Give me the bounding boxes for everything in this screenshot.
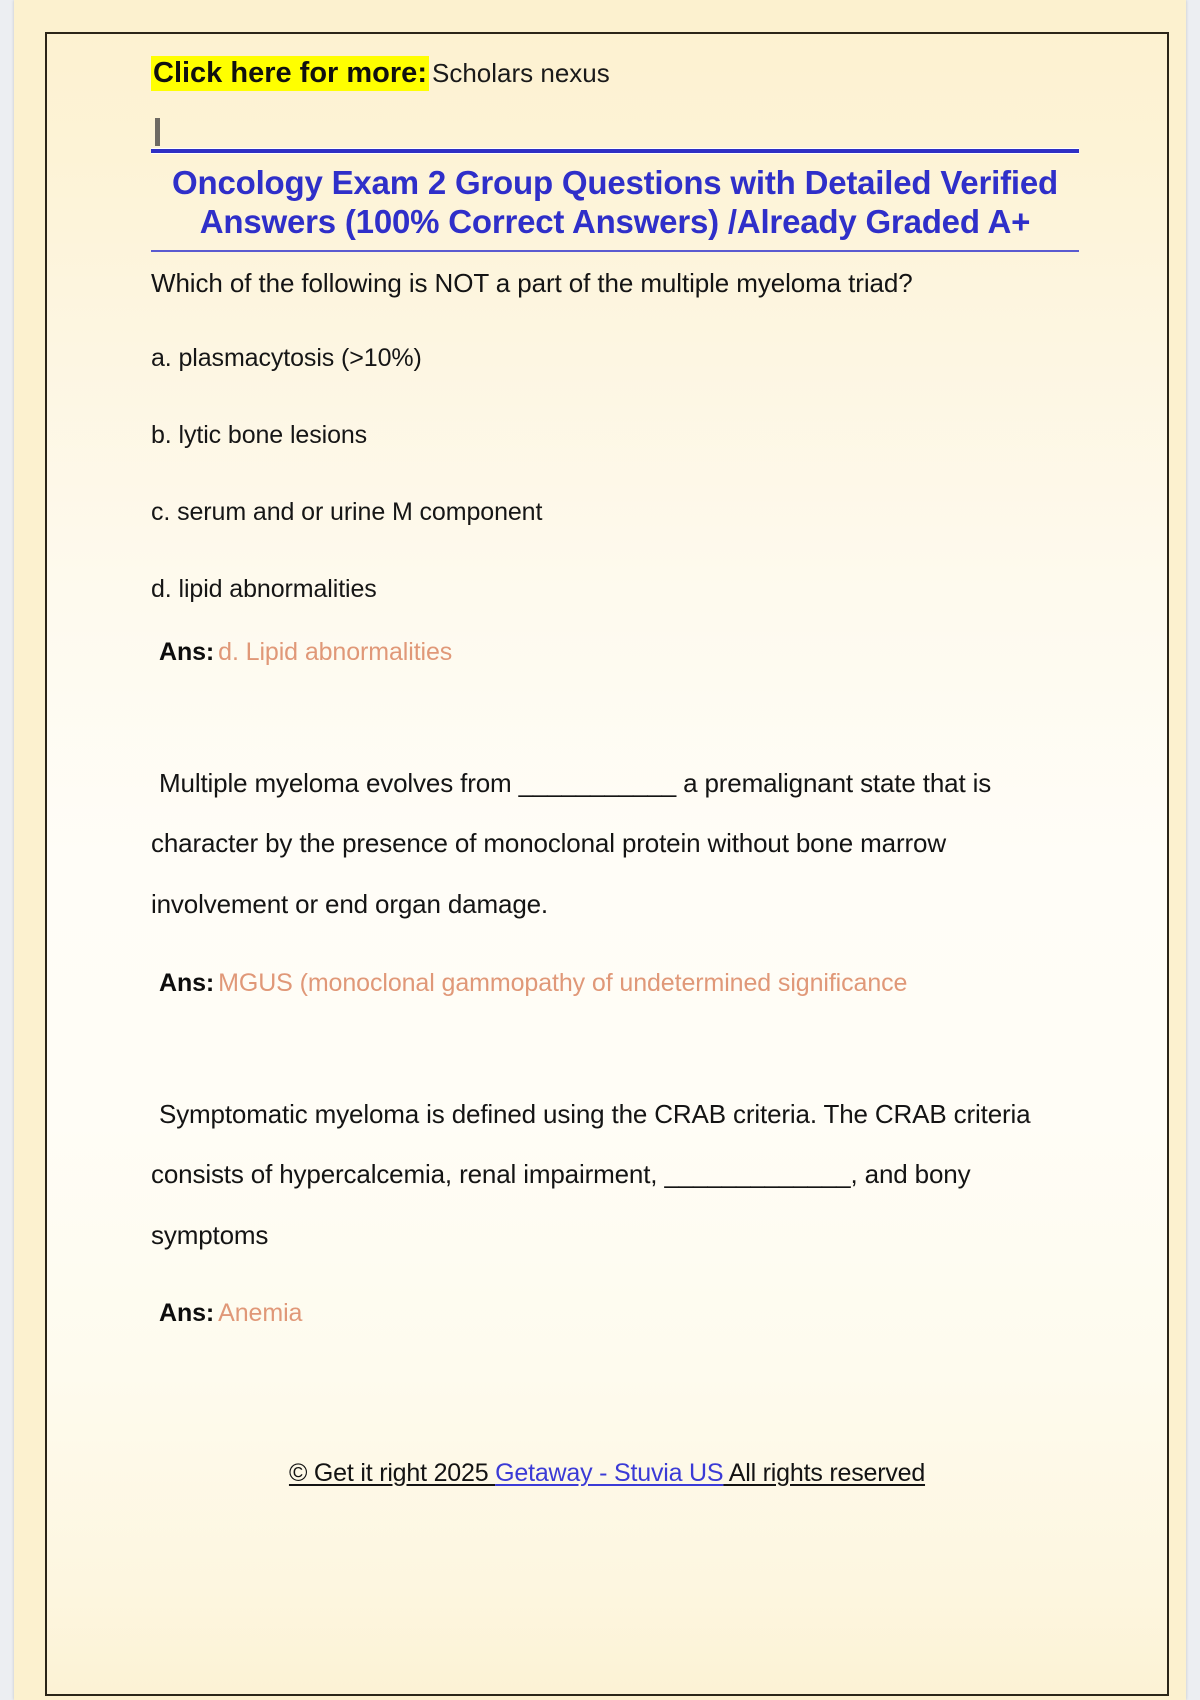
answer-label: Ans: <box>159 968 215 997</box>
question-2-answer <box>151 969 1079 998</box>
footer-copyright <box>47 1459 1167 1488</box>
footer-prefix: © Get it right 2025 <box>288 1459 496 1487</box>
answer-value: d. Lipid abnormalities <box>218 637 453 666</box>
document-page <box>14 0 1186 1700</box>
text-caret-row <box>151 96 1079 148</box>
section-gap <box>151 667 1079 753</box>
question-2-prompt-line-2: character by the presence of monoclonal protein without bone marrow <box>151 828 946 859</box>
answer-value: Anemia <box>218 1299 303 1328</box>
page-content-frame <box>45 32 1169 1696</box>
promo-header-highlight[interactable]: Click here for more: <box>153 57 427 89</box>
question-1-prompt: Which of the following is NOT a part of the multiple myeloma triad? <box>151 267 913 298</box>
footer-suffix: All rights reserved <box>723 1459 926 1487</box>
question-1-option-b: b. lytic bone lesions <box>151 420 368 449</box>
section-gap <box>151 998 1079 1084</box>
question-3-prompt-line-2: consists of hypercalcemia, renal impairment, _____________, and bony <box>151 1159 971 1190</box>
question-1-option-d: d. lipid abnormalities <box>151 574 377 603</box>
answer-label: Ans: <box>159 1299 215 1328</box>
question-3-answer <box>151 1299 1079 1328</box>
question-1-answer <box>151 638 1079 667</box>
page-title: Oncology Exam 2 Group Questions with Detailed Verified Answers (100% Correct Answers) /Already Graded A+ <box>172 163 1058 240</box>
document-body <box>151 58 1079 1328</box>
promo-header <box>151 58 1079 90</box>
question-3-prompt-line-3: symptoms <box>151 1219 269 1250</box>
question-2-prompt-line-3: involvement or end organ damage. <box>151 888 549 919</box>
question-1-option-c: c. serum and or urine M component <box>151 497 543 526</box>
answer-value: MGUS (monoclonal gammopathy of undetermined significance <box>218 968 908 997</box>
promo-header-suffix: Scholars nexus <box>431 58 610 88</box>
title-rule-bottom <box>151 250 1079 252</box>
answer-label: Ans: <box>159 637 215 666</box>
footer-link[interactable]: Getaway - Stuvia US <box>495 1459 724 1487</box>
question-3-prompt-line-1: Symptomatic myeloma is defined using the CRAB criteria. The CRAB criteria <box>159 1098 1031 1129</box>
question-2-prompt-line-1: Multiple myeloma evolves from ___________ a premalignant state that is <box>159 767 992 798</box>
text-cursor-icon <box>155 118 160 146</box>
question-1-option-a: a. plasmacytosis (>10%) <box>151 343 422 372</box>
